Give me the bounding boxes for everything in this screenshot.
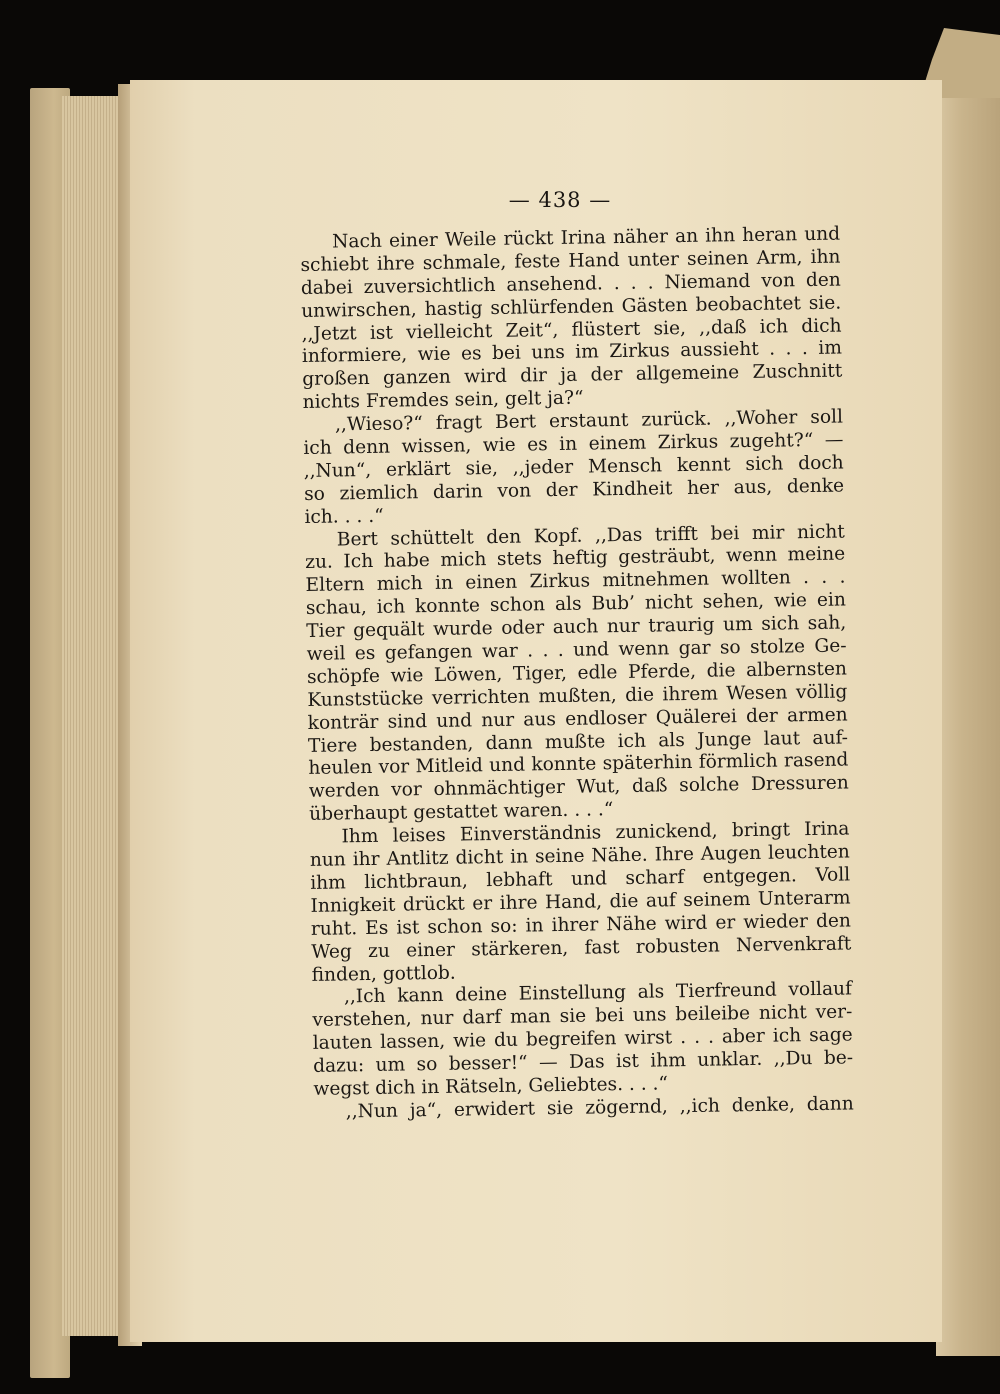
text-line: Nach einer Weile rückt Irina näher an ihn heran und <box>331 223 841 253</box>
text-line: so ziemlich darin von der Kindheit her aus, denke <box>303 475 845 505</box>
text-line: Kunststücke verrichten mußten, die ihrem Wesen völlig <box>307 681 848 711</box>
book-right-edge <box>936 86 1000 1356</box>
text-line: Ihm leises Einverständnis zunickend, bringt Irina <box>341 818 850 848</box>
text-line: Eltern mich in einen Zirkus mitnehmen wollten . . . <box>305 566 846 597</box>
text-line: ,,Wieso?“ fragt Bert erstaunt zurück. ,,Woher soll <box>334 406 844 436</box>
text-line: finden, gottlob. <box>311 962 456 986</box>
text-line: ,,Nun ja“, erwidert sie zögernd, ,,ich denke, dann <box>345 1093 854 1123</box>
text-line: Tiere bestanden, dann mußte ich als Junge laut auf- <box>307 727 849 757</box>
text-line: überhaupt gestattet waren. . . .“ <box>308 799 614 826</box>
text-line: konträr sind und nur aus endloser Quälerei der armen <box>307 704 848 734</box>
page-text <box>300 224 854 1125</box>
text-line: nichts Fremdes sein, gelt ja?“ <box>302 387 584 414</box>
text-line: heulen vor Mitleid und konnte späterhin förmlich rasend <box>308 749 849 780</box>
text-line: ,,Nun“, erklärt sie, ,,jeder Mensch kennt sich doch <box>303 452 844 482</box>
text-line: schöpfe wie Löwen, Tiger, edle Pferde, die albernsten <box>306 658 848 688</box>
text-line: ruht. Es ist schon so: in ihrer Nähe wird er wieder den <box>310 910 852 940</box>
text-line: schau, ich konnte schon als Bub’ nicht sehen, wie ein <box>305 589 847 620</box>
text-line: dabei zuversichtlich ansehend. . . . Niemand von den <box>300 269 841 299</box>
text-line: ,,Jetzt ist vielleicht Zeit“, flüstert sie, ,,daß ich dich <box>301 315 842 345</box>
text-line: lauten lassen, wie du begreifen wirst . . . aber ich sage <box>312 1024 853 1055</box>
text-line: Innigkeit drückt er ihre Hand, die auf seinem Unterarm <box>310 887 851 917</box>
text-line: zu. Ich habe mich stets heftig gesträubt, wenn meine <box>305 543 846 574</box>
text-line: nun ihr Antlitz dicht in seine Nähe. Ihre Augen leuchten <box>309 841 850 871</box>
text-line: ich denn wissen, wie es in einem Zirkus zugeht?“ — <box>303 429 844 459</box>
text-line: großen ganzen wird dir ja der allgemeine Zuschnitt <box>302 360 843 391</box>
text-line: verstehen, nur darf man sie bei uns beileibe nicht ver- <box>312 1001 853 1032</box>
text-line: wegst dich in Rätseln, Geliebtes. . . .“ <box>313 1073 669 1100</box>
text-line: Weg zu einer stärkeren, fast robusten Nervenkraft <box>311 933 852 963</box>
text-line: ich. . . .“ <box>304 505 384 528</box>
text-line: unwirschen, hastig schlürfenden Gästen beobachtet sie. <box>301 292 842 322</box>
page-number: — 438 — <box>508 188 612 212</box>
text-line: ,,Ich kann deine Einstellung als Tierfreund vollauf <box>343 978 853 1008</box>
text-line: informiere, wie es bei uns im Zirkus aussieht . . . im <box>301 337 843 368</box>
text-line: werden vor ohnmächtiger Wut, daß solche Dressuren <box>308 772 849 803</box>
text-line: Tier gequält wurde oder auch nur traurig um sich sah, <box>306 612 847 643</box>
text-line: schiebt ihre schmale, feste Hand unter seinen Arm, ihn <box>300 246 841 276</box>
text-line: dazu: um so besser!“ — Das ist ihm unklar. ,,Du be- <box>312 1047 854 1077</box>
text-line: Bert schüttelt den Kopf. ,,Das trifft bei mir nicht <box>336 521 845 551</box>
text-line: weil es gefangen war . . . und wenn gar so stolze Ge- <box>306 635 847 665</box>
text-line: ihm lichtbraun, lebhaft und scharf entgegen. Voll <box>310 864 851 894</box>
